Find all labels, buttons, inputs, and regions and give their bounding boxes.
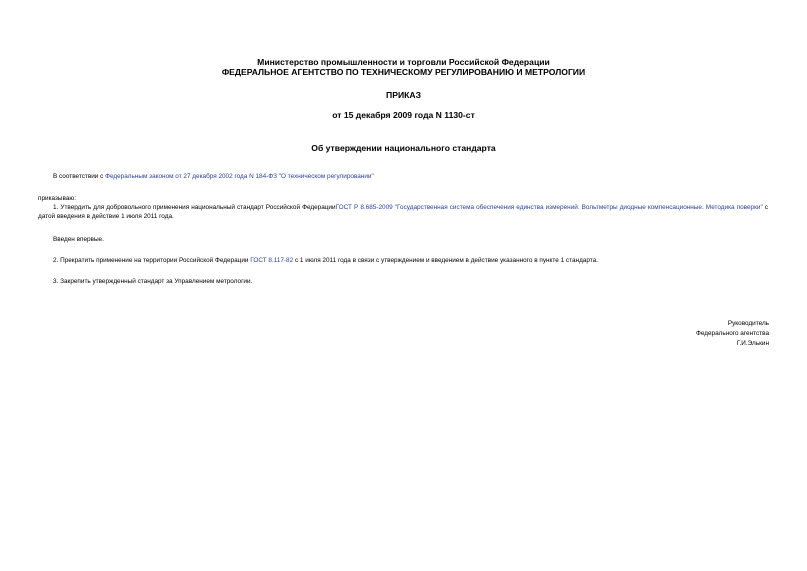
intro-prefix: В соответствии с [53, 173, 106, 180]
signature-title-line-1: Руководитель [727, 320, 769, 327]
signature-name: Г.И.Элькин [736, 340, 769, 347]
document-subject: Об утверждении национального стандарта [311, 143, 496, 153]
introduced-note: Введен впервые. [53, 236, 104, 243]
intro-paragraph [53, 172, 374, 181]
item-2-prefix: 2. Прекратить применение на территории Российской Федерации [53, 257, 251, 264]
item-2-paragraph [53, 256, 598, 265]
order-word: приказываю: [38, 195, 76, 202]
federal-law-link[interactable]: Федеральным законом от 27 декабря 2002 года N 184-ФЗ "О техническом регулировании" [105, 173, 374, 180]
gost-8-117-link[interactable]: ГОСТ 8.117-82 [250, 257, 294, 264]
signature-title-line-2: Федерального агентства [695, 330, 769, 337]
item-2-suffix: с 1 июля 2011 года в связи с утверждением и введением в действие указанного в пункте 1 стандарта. [293, 257, 598, 264]
document-date-number: от 15 декабря 2009 года N 1130-ст [332, 110, 475, 120]
item-1-paragraph [38, 203, 768, 221]
ministry-name: Министерство промышленности и торговли Российской Федерации [257, 57, 550, 67]
item-3-paragraph: 3. Закрепить утвержденный стандарт за Управлением метрологии. [53, 278, 253, 285]
document-type: ПРИКАЗ [386, 90, 421, 100]
gost-r-8-685-link[interactable]: ГОСТ Р 8.685-2009 "Государственная система обеспечения единства измерений. Вольтметры диодные компенсационные. Методика поверки" [335, 204, 763, 211]
item-1-prefix: 1. Утвердить для добровольного применения национальный стандарт Российской Федерации [53, 204, 336, 211]
item-1-suffix: с датой введения в действие 1 июля 2011 года. [38, 204, 768, 220]
agency-name: ФЕДЕРАЛЬНОЕ АГЕНТСТВО ПО ТЕХНИЧЕСКОМУ РЕГУЛИРОВАНИЮ И МЕТРОЛОГИИ [221, 67, 586, 77]
